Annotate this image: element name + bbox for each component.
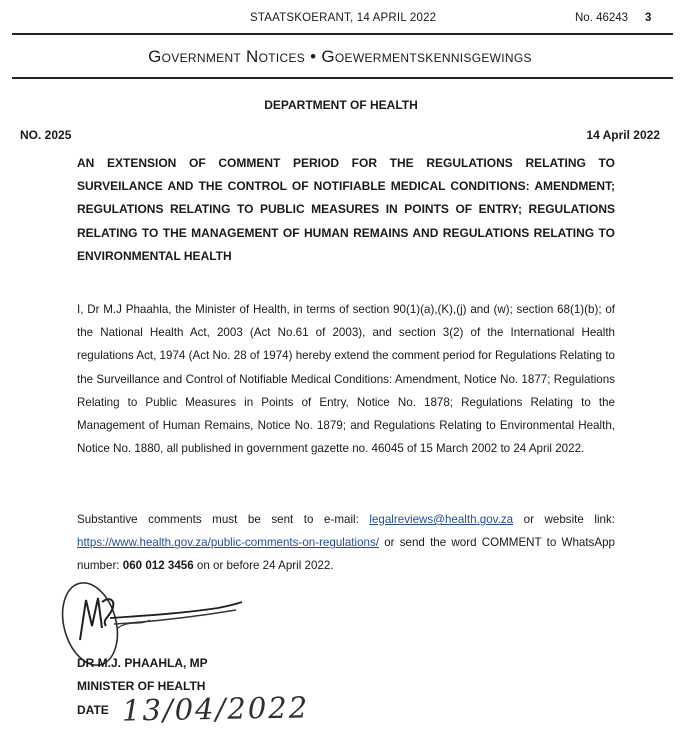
comments-text-4: on or before 24 April 2022. xyxy=(193,559,334,573)
whatsapp-number: 060 012 3456 xyxy=(122,559,194,573)
website-link[interactable]: https://www.health.gov.za/public-comments-on-regulations/ xyxy=(77,536,380,550)
comments-text-3: or send the word COMMENT to WhatsApp number: xyxy=(77,536,615,573)
handwritten-date: 13/04/2022 xyxy=(121,690,310,728)
comments-paragraph xyxy=(77,508,615,578)
section-rule xyxy=(12,77,673,79)
comments-text-1: Substantive comments must be sent to e-mail: xyxy=(77,513,370,526)
comments-text-2: or website link: xyxy=(513,513,615,526)
section-title: Government Notices • Goewermentskennisgewings xyxy=(148,47,532,66)
signatory-name: DR M.J. PHAAHLA, MP xyxy=(77,656,208,670)
email-link[interactable]: legalreviews@health.gov.za xyxy=(369,513,514,526)
department-heading: DEPARTMENT OF HEALTH xyxy=(264,98,418,112)
date-label: DATE xyxy=(77,703,109,717)
notice-title: AN EXTENSION OF COMMENT PERIOD FOR THE REGULATIONS RELATING TO SURVEILANCE AND THE CONTROL OF NOTIFIABLE MEDICAL CONDITIONS: AMENDMENT; REGULATIONS RELATING TO PUBLIC MEASURES IN POINTS OF ENTRY; REGULATIONS RELATING TO THE MANAGEMENT OF HUMAN REMAINS AND REGULATIONS RELATING TO ENVIRONMENTAL HEALTH xyxy=(77,156,615,263)
top-rule xyxy=(12,33,673,35)
gazette-header: STAATSKOERANT, 14 APRIL 2022 xyxy=(250,12,437,24)
notice-date: 14 April 2022 xyxy=(586,128,660,142)
notice-number: NO. 2025 xyxy=(20,128,72,142)
gazette-number: No. 46243 xyxy=(575,12,629,24)
page-number: 3 xyxy=(645,12,652,24)
notice-body: I, Dr M.J Phaahla, the Minister of Health, in terms of section 90(1)(a),(K),(j) and (w); section 68(1)(b); of the National Health Act, 2003 (Act No.61 of 2003), and section 3(2) of the International Health regulations Act, 1974 (Act No. 28 of 1974) hereby extend the comment period for Regulations Relating to the Surveillance and Control of Notifiable Medical Conditions: Amendment, Notice No. 1877; Regulations Relating to Public Measures in Points of Entry, Notice No. 1878; Regulations Relating to the Management of Human Remains, Notice No. 1879; and Regulations Relating to Environmental Health, Notice No. 1880, all published in government gazette no. 46045 of 15 March 2002 to 24 April 2022. xyxy=(77,303,615,456)
signatory-title: MINISTER OF HEALTH xyxy=(77,679,206,693)
